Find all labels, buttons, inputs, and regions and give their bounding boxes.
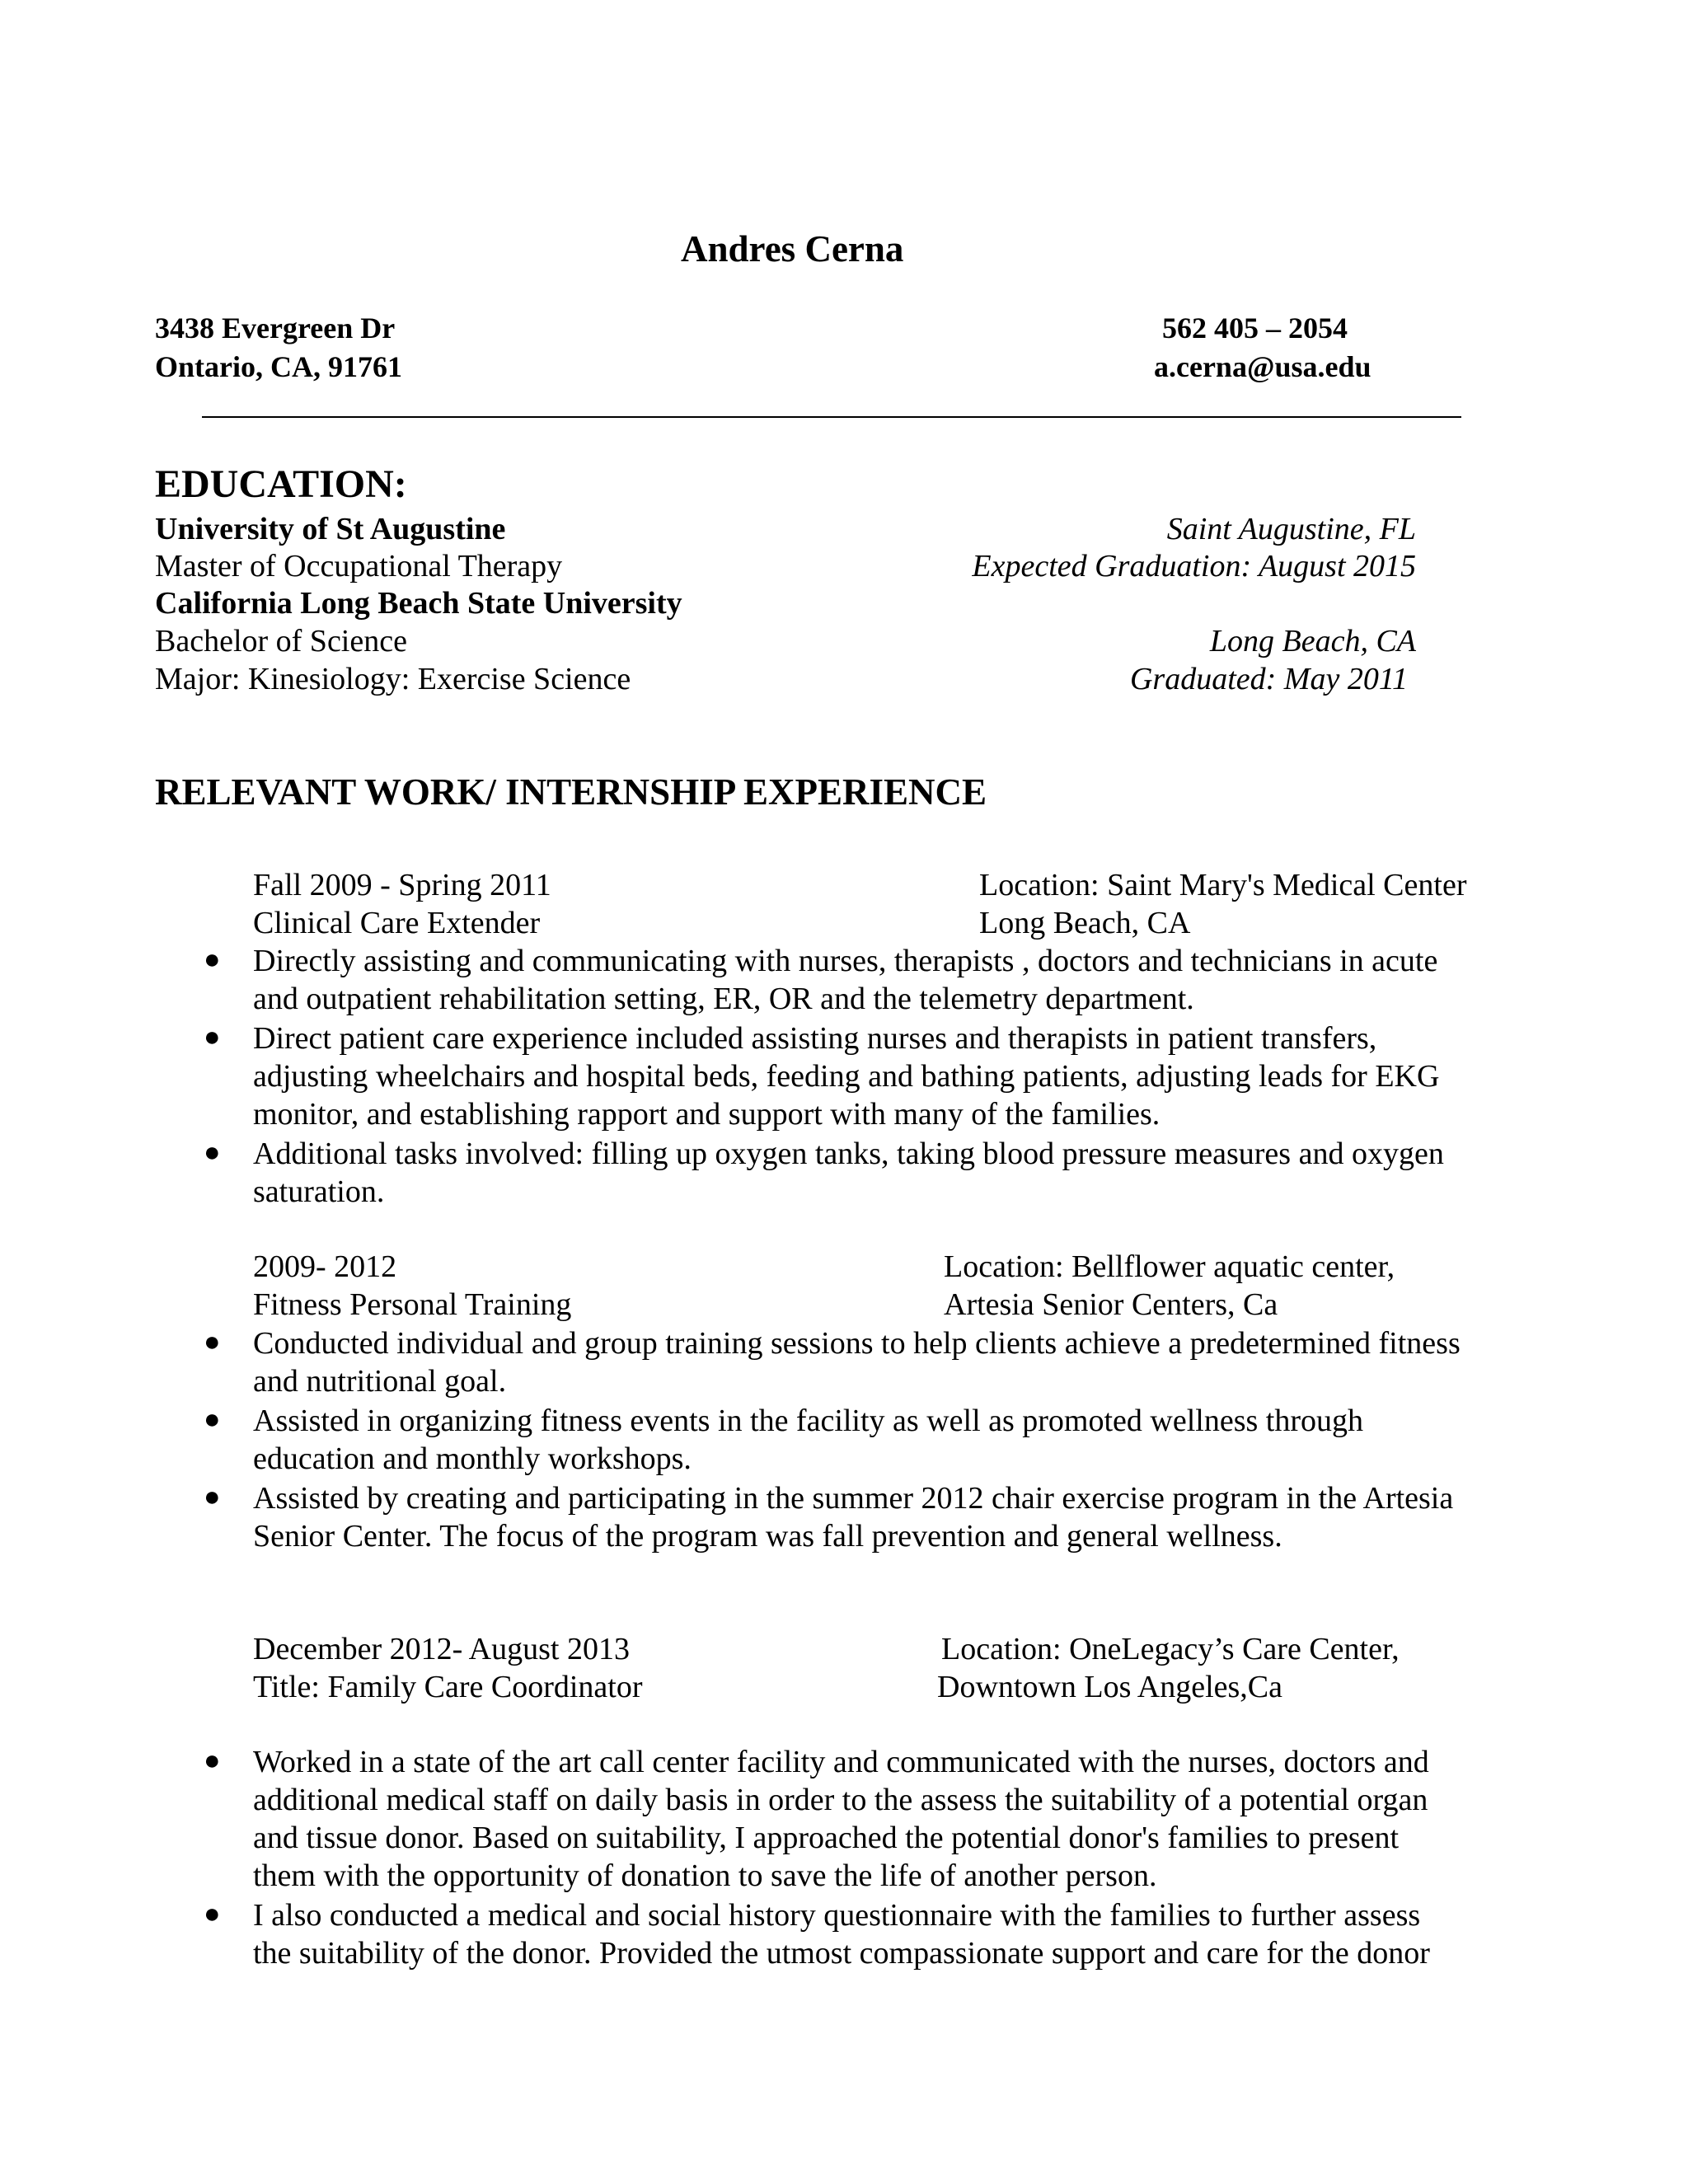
school-location: Long Beach, CA <box>1209 624 1416 658</box>
job-bullet-line: Assisted in organizing fitness events in the facility as well as promoted wellness through <box>253 1404 1363 1438</box>
job-bullet-line: and tissue donor. Based on suitability, I approached the potential donor's families to present <box>253 1821 1400 1855</box>
job-title: Clinical Care Extender <box>253 906 541 940</box>
bullet-icon: ● <box>204 1137 221 1168</box>
bullet-icon: ● <box>204 1746 221 1776</box>
job-bullet-line: Additional tasks involved: filling up oxygen tanks, taking blood pressure measures and oxygen <box>253 1137 1444 1171</box>
job-bullet-line: Directly assisting and communicating with nurses, therapists , doctors and technicians in acute <box>253 944 1438 978</box>
job-dates: 2009- 2012 <box>253 1249 397 1284</box>
job-bullet-line: and nutritional goal. <box>253 1364 507 1399</box>
job-location-detail: Artesia Senior Centers, Ca <box>944 1287 1278 1322</box>
job-bullet-line: Worked in a state of the art call center facility and communicated with the nurses, doctors and <box>253 1745 1429 1779</box>
candidate-name: Andres Cerna <box>681 228 904 269</box>
header-divider <box>202 416 1461 418</box>
job-bullet-line: I also conducted a medical and social history questionnaire with the families to further assess <box>253 1898 1421 1933</box>
job-title: Title: Family Care Coordinator <box>253 1670 643 1704</box>
job-bullet-line: Senior Center. The focus of the program was fall prevention and general wellness. <box>253 1519 1282 1554</box>
degree: Bachelor of Science <box>155 624 407 658</box>
job-bullet-line: adjusting wheelchairs and hospital beds, feeding and bathing patients, adjusting leads for EKG <box>253 1059 1440 1094</box>
job-bullet-line: and outpatient rehabilitation setting, ER, OR and the telemetry department. <box>253 982 1194 1016</box>
job-bullet-line: them with the opportunity of donation to save the life of another person. <box>253 1858 1157 1893</box>
job-location: Location: Saint Mary's Medical Center <box>979 868 1467 902</box>
bullet-icon: ● <box>204 1327 221 1357</box>
job-bullet-line: monitor, and establishing rapport and support with many of the families. <box>253 1097 1160 1132</box>
job-location: Location: Bellflower aquatic center, <box>944 1249 1395 1284</box>
job-bullet-line: saturation. <box>253 1174 385 1209</box>
job-bullet-line: Direct patient care experience included assisting nurses and therapists in patient transfers, <box>253 1021 1377 1056</box>
bullet-icon: ● <box>204 1022 221 1052</box>
job-bullet-line: Assisted by creating and participating in the summer 2012 chair exercise program in the Artesia <box>253 1481 1454 1516</box>
school-location: Saint Augustine, FL <box>1166 512 1416 546</box>
degree: Master of Occupational Therapy <box>155 549 563 583</box>
experience-heading: RELEVANT WORK/ INTERNSHIP EXPERIENCE <box>155 771 987 813</box>
graduation-date: Graduated: May 2011 <box>1129 662 1408 696</box>
job-bullet-line: additional medical staff on daily basis in order to the assess the suitability of a potential organ <box>253 1783 1428 1817</box>
bullet-icon: ● <box>204 944 221 975</box>
bullet-icon: ● <box>204 1404 221 1435</box>
job-dates: December 2012- August 2013 <box>253 1632 630 1666</box>
job-bullet-line: Conducted individual and group training sessions to help clients achieve a predetermined fitness <box>253 1326 1461 1361</box>
address-line-2: Ontario, CA, 91761 <box>155 350 402 383</box>
school-name: California Long Beach State University <box>155 586 682 621</box>
job-location-detail: Long Beach, CA <box>979 906 1191 940</box>
bullet-icon: ● <box>204 1482 221 1512</box>
job-title: Fitness Personal Training <box>253 1287 572 1322</box>
job-location: Location: OneLegacy’s Care Center, <box>941 1632 1400 1666</box>
graduation-date: Expected Graduation: August 2015 <box>972 549 1416 583</box>
major: Major: Kinesiology: Exercise Science <box>155 662 631 696</box>
job-dates: Fall 2009 - Spring 2011 <box>253 868 551 902</box>
job-bullet-line: education and monthly workshops. <box>253 1441 692 1476</box>
education-heading: EDUCATION: <box>155 462 407 506</box>
phone-number: 562 405 – 2054 <box>1162 312 1348 344</box>
address-line-1: 3438 Evergreen Dr <box>155 312 396 344</box>
school-name: University of St Augustine <box>155 512 506 546</box>
email-address: a.cerna@usa.edu <box>1154 350 1372 383</box>
job-location-detail: Downtown Los Angeles,Ca <box>937 1670 1283 1704</box>
bullet-icon: ● <box>204 1899 221 1929</box>
job-bullet-line: the suitability of the donor. Provided the utmost compassionate support and care for the donor <box>253 1936 1430 1971</box>
